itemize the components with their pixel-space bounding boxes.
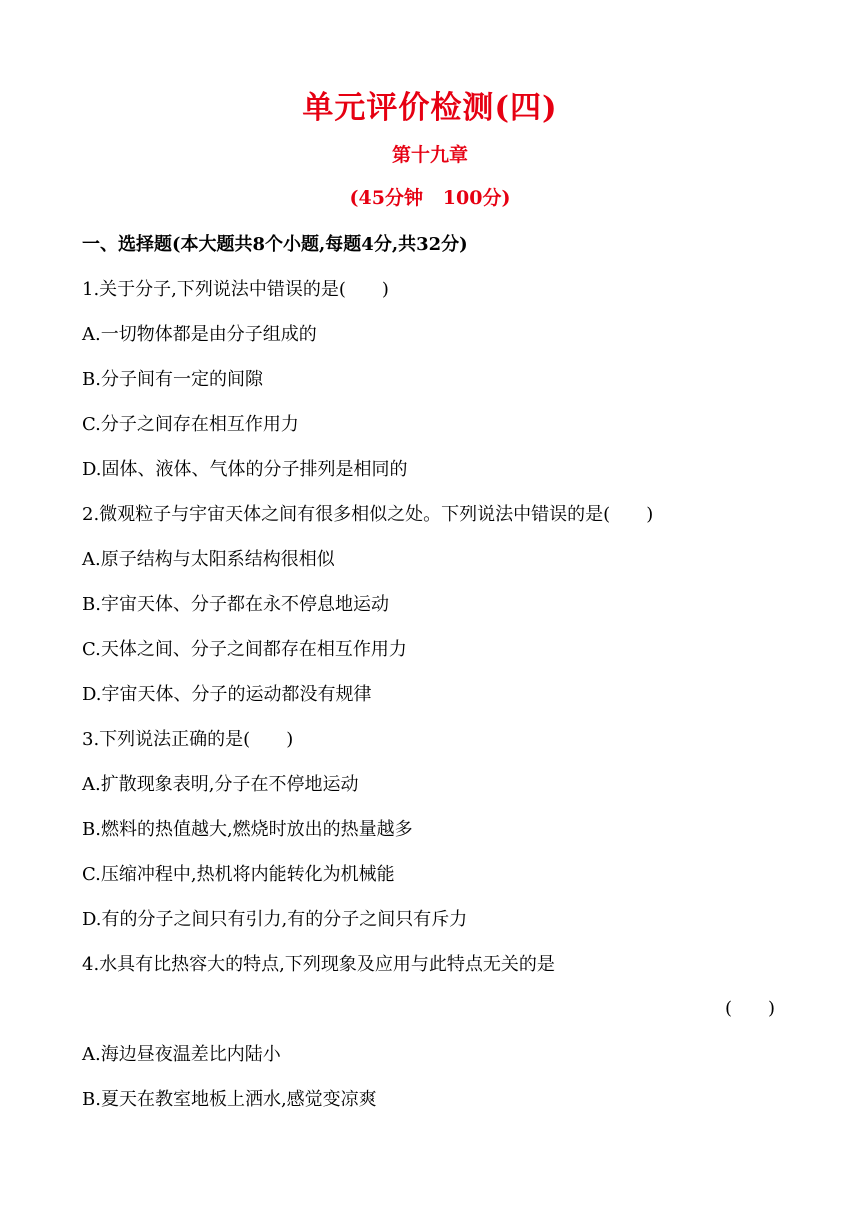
option-d: D.固体、液体、气体的分子排列是相同的 <box>82 459 408 480</box>
option-d: D.宇宙天体、分子的运动都没有规律 <box>82 684 372 705</box>
answer-blank: ( ) <box>724 998 775 1019</box>
question-stem: 2.微观粒子与宇宙天体之间有很多相似之处。下列说法中错误的是( ) <box>82 504 654 525</box>
option-a: A.原子结构与太阳系结构很相似 <box>82 549 335 570</box>
option-b: B.宇宙天体、分子都在永不停息地运动 <box>82 594 389 615</box>
question-stem: 1.关于分子,下列说法中错误的是( ) <box>82 279 389 300</box>
option-a: A.一切物体都是由分子组成的 <box>82 324 317 345</box>
option-a: A.海边昼夜温差比内陆小 <box>82 1044 281 1065</box>
option-b: B.夏天在教室地板上洒水,感觉变凉爽 <box>82 1089 377 1110</box>
option-c: C.天体之间、分子之间都存在相互作用力 <box>82 639 407 660</box>
time-score-label: (45分钟 100分) <box>349 187 511 209</box>
question-stem: 3.下列说法正确的是( ) <box>82 729 294 750</box>
chapter-label: 第十九章 <box>391 144 468 166</box>
option-c: C.分子之间存在相互作用力 <box>82 414 299 435</box>
option-a: A.扩散现象表明,分子在不停地运动 <box>82 774 359 795</box>
section-heading: 一、选择题(本大题共8个小题,每题4分,共32分) <box>82 234 468 255</box>
option-c: C.压缩冲程中,热机将内能转化为机械能 <box>82 864 395 885</box>
option-b: B.分子间有一定的间隙 <box>82 369 263 390</box>
option-b: B.燃料的热值越大,燃烧时放出的热量越多 <box>82 819 413 840</box>
document-title: 单元评价检测(四) <box>302 90 558 126</box>
question-stem: 4.水具有比热容大的特点,下列现象及应用与此特点无关的是 <box>82 954 555 975</box>
option-d: D.有的分子之间只有引力,有的分子之间只有斥力 <box>82 909 468 930</box>
